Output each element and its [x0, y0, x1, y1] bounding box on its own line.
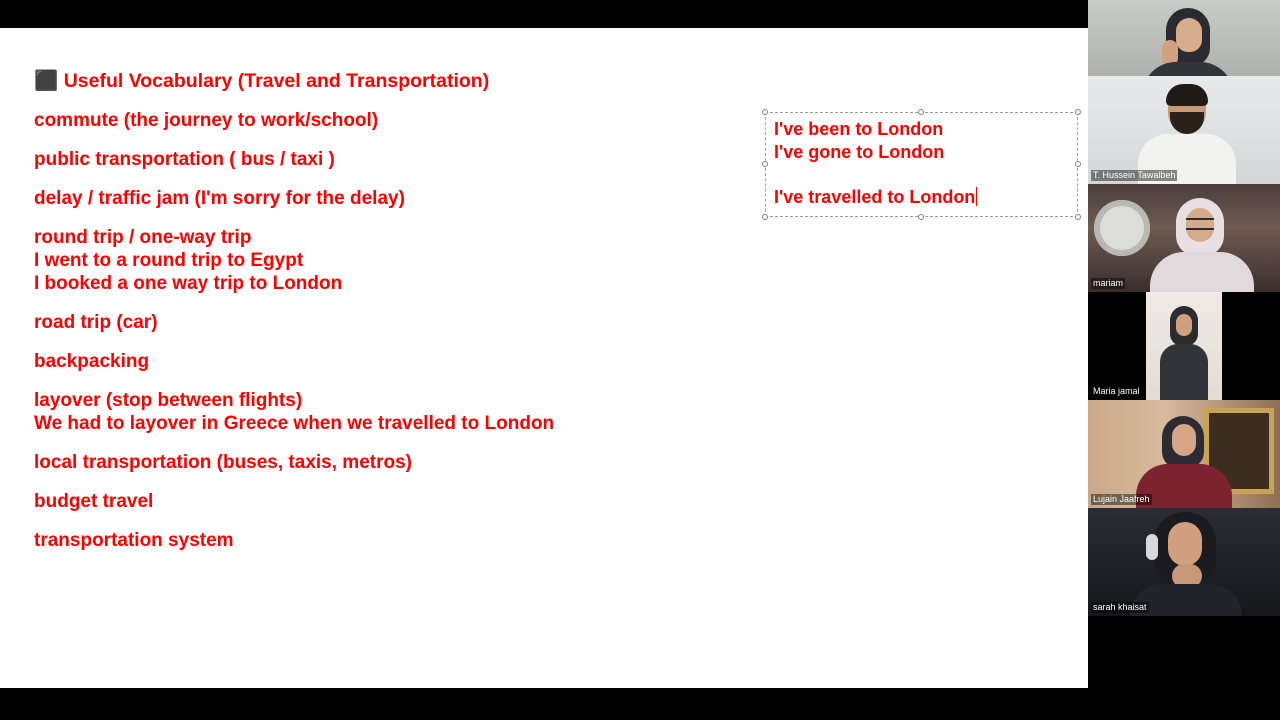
video-fan: [1094, 200, 1150, 256]
resize-handle-top-center[interactable]: [918, 109, 924, 115]
participant-strip: [1088, 0, 1280, 720]
vocab-line: We had to layover in Greece when we travelled to London: [34, 413, 555, 434]
vocab-entry: [34, 311, 734, 334]
vocab-line: budget travel: [34, 491, 154, 512]
text-box-spacer: [774, 164, 1073, 186]
video-body: [1160, 344, 1208, 400]
vocab-line: transportation system: [34, 530, 234, 551]
vocab-line: local transportation (buses, taxis, metros): [34, 452, 412, 473]
video-face: [1176, 314, 1192, 336]
participant-name: T. Hussein Tawalbeh: [1093, 170, 1176, 180]
vocab-entry: [34, 187, 734, 210]
slide-text-box[interactable]: [765, 112, 1078, 217]
vocab-line: public transportation ( bus / taxi ): [34, 149, 335, 170]
vocab-entry: [34, 451, 734, 474]
video-body: [1150, 252, 1254, 292]
vocab-entry: [34, 350, 734, 373]
resize-handle-top-left[interactable]: [762, 109, 768, 115]
resize-handle-bottom-left[interactable]: [762, 214, 768, 220]
vocab-entry: [34, 148, 734, 171]
video-face: [1176, 18, 1202, 52]
resize-handle-middle-right[interactable]: [1075, 161, 1081, 167]
video-face: [1168, 522, 1202, 566]
text-box-line-active: [774, 186, 1073, 209]
text-box-line: I've gone to London: [774, 142, 945, 162]
resize-handle-bottom-right[interactable]: [1075, 214, 1081, 220]
shared-slide[interactable]: [0, 28, 1088, 688]
participant-name: Maria jamal: [1093, 386, 1140, 396]
vocab-entry: [34, 109, 734, 132]
participant-tile[interactable]: [1088, 400, 1280, 508]
vocabulary-list: [34, 70, 734, 568]
video-glasses: [1186, 218, 1214, 230]
vocab-entry: [34, 389, 734, 435]
vocab-title-block: [34, 70, 734, 93]
vocab-line: I booked a one way trip to London: [34, 273, 343, 294]
text-box-content[interactable]: [774, 118, 1073, 209]
video-face: [1172, 424, 1196, 456]
vocab-line: delay / traffic jam (I'm sorry for the delay): [34, 188, 405, 209]
video-headphones: [1146, 534, 1158, 560]
vocab-entry: [34, 226, 734, 295]
video-hair: [1166, 84, 1208, 106]
participant-tile[interactable]: [1088, 292, 1280, 400]
participant-name: mariam: [1093, 278, 1124, 288]
text-box-line-text: I've travelled to London: [774, 187, 976, 207]
text-caret: [976, 187, 977, 206]
participant-tile[interactable]: [1088, 184, 1280, 292]
vocab-line: backpacking: [34, 351, 150, 372]
vocab-line: I went to a round trip to Egypt: [34, 250, 304, 271]
text-box-line: I've been to London: [774, 119, 944, 139]
participant-name: Lujain Jaafreh: [1093, 494, 1150, 504]
vocab-line: round trip / one-way trip: [34, 227, 252, 248]
resize-handle-top-right[interactable]: [1075, 109, 1081, 115]
resize-handle-middle-left[interactable]: [762, 161, 768, 167]
slide-title: ⬛ Useful Vocabulary (Travel and Transportation): [34, 70, 490, 92]
participant-name: sarah khaisat: [1093, 602, 1147, 612]
vocab-entry: [34, 490, 734, 513]
participant-tile[interactable]: [1088, 76, 1280, 184]
vocab-line: layover (stop between flights): [34, 390, 303, 411]
vocab-line: commute (the journey to work/school): [34, 110, 379, 131]
participant-tile[interactable]: [1088, 508, 1280, 616]
resize-handle-bottom-center[interactable]: [918, 214, 924, 220]
vocab-line: road trip (car): [34, 312, 158, 333]
vocab-entry: [34, 529, 734, 552]
video-background: [1146, 292, 1222, 400]
